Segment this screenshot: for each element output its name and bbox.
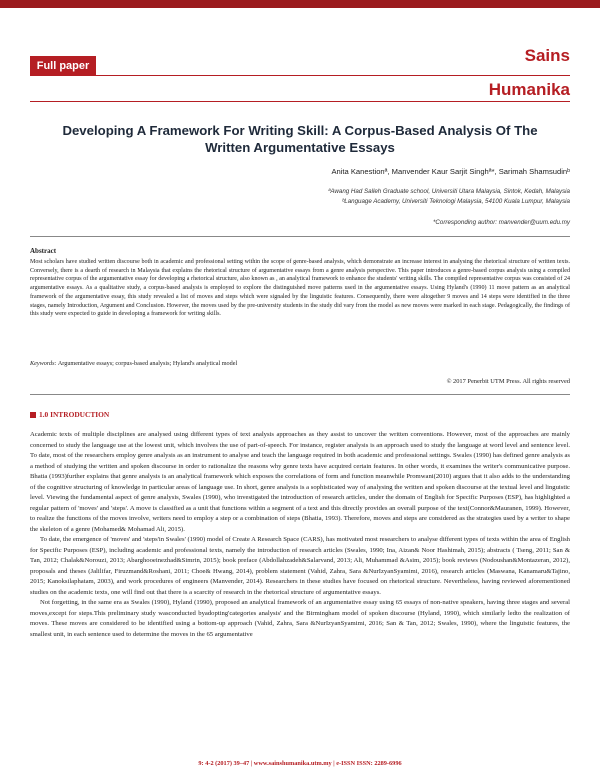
full-paper-label: Full paper (30, 56, 96, 76)
section-marker-icon (30, 412, 36, 418)
brand-sains: Sains (524, 46, 570, 65)
paragraph: Not forgetting, in the same era as Swales (1990), Hyland (1990), proposed an analytical framework of an argumentative essay using 65 essays of non-native speakers, having three stages and several moves,except for steps.This preliminary study wasconducted byadopting'categories analysis' and the Birmingham model of spoken discourse (Hyland, 1990), which similarly ledto the realization of moves. These moves are considered to be identified using a bottom-up approach (Vahid, Zahra, Sara &NurIzyanSyamimi, 2016; San & Tan, 2012; Swales, 1990), where the linguistic features, the smallest unit, in each sentence used to determine the moves in the 65 argumentative (30, 599, 570, 638)
page-footer: 9: 4-2 (2017) 39–47 | www.sainshumanika.utm.my | e-ISSN ISSN: 2289-6996 (198, 760, 402, 767)
body-text (30, 430, 570, 640)
affiliation-b: ᵇLanguage Academy, Universiti Teknologi Malaysia, 54100 Kuala Lumpur, Malaysia (342, 198, 570, 205)
paper-title: Developing A Framework For Writing Skill: A Corpus-Based Analysis Of The Written Argumentative Essays (62, 123, 538, 155)
paragraph: To date, the emergence of 'moves' and 'steps'in Swales' (1990) model of Create A Research Space (CARS), has motivated most researchers to analyse different types of texts within the area of English for Specific Purposes (ESP), including academic and professional texts, namely the introduction of research articles (Swales, 1990; Ina, Aizan& Noor Hashimah, 2015); abstracts ( Tseng, 2011; San & Tan, 2012; Chalak&Norouzi, 2013; Abarghooeinezhad&Simrin, 2015); book preface (Abdollahzadeh&Salarvand, 2013; Ali, Muhammad &Asim, 2015); book reviews (Nodoushan&Montazeran, 2012), proposals and theses (Jalilifar, Firuzmand&Roshani, 2011; Choe& Hwang, 2014), problem statement (Vahid, Zahra, Sara &NurIzyanSyamimi, 2016), research articles (Maswana, Kanamaru&Tajino, 2015; Kanoksilaphatam, 2003), and work procedures of engineers (Manvender, 2014). Researchers in these studies have focused on rhetorical structure. Nevertheless, having reviewed aforementioned studies on the academic texts, one will find out that there is a scarcity of research in the rhetorical structure of argumentative essays. (30, 536, 570, 596)
copyright: © 2017 Penerbit UTM Press. All rights reserved (446, 378, 570, 385)
brand-humanika: Humanika (488, 80, 570, 99)
section-heading-text: 1.0 INTRODUCTION (39, 410, 110, 419)
top-bar (0, 0, 600, 8)
abstract-text: Most scholars have studied written discourse both in academic and professional setting within the scope of genre-based analysis, which demonstrate an increase interest in analysing the rhetorical structure of written texts. Conversely, there is a dearth of research in Malaysia that explains the rhetorical structure of argumentative essays from a genre analysis perspective. This paper introduces a genre-based corpus analysis using a compiled representative corpus of the argumentative essay for developing a rhetorical structure, also known as , an analytical framework to enhance the students' writing skills. The compiled representative corpus was consisted of 24 argumentative essays. As a qualitative study, a corpus-based analysis is employed to explore the distinguished move patterns used in the argumentative essays. Using Hyland's (1990) 11 move pattern as an analytical framework of the argumentative essay, this study revealed a list of moves and steps which were signaled by the linguistic features. Consequently, there were altogether 9 moves and 14 steps were identified in the three stages, namely Introduction, Argument and Conclusion. However, the moves used by the pre-university students in the study did vary from the model as new moves were marked in each stage. Pedagogically, the findings of this study were expected to guide in developing a framework for writing skills. (30, 259, 570, 318)
paragraph: Academic texts of multiple disciplines are analysed using different types of text analysis approaches as they assist to uncover the written conventions. However, most of the approaches are mainly concerned to study the language use at the lowest unit, which involves the use of part-of-speech. For instance, register analysis is an approach used to study the language at word level and sentence level. To date, most of the researchers employ genre analysis as an instrument to analyse and teach the language required in both academic and professional settings. Swales (1990) has defined genre analysis as a method of studying the written and spoken discourse in order to rationalize the reasons why genre texts have acquired certain features. In other words, it examines the writer's communicative purpose. Bhatia (1993)further explains that genre analysis is an analytical framework which exposes the correlations of form and function meanwhile Promwani(2010) argues that it also adds to the understanding of the cognitive structuring of knowledge in particular areas of language use. In short, genre analysis is a sophisticated way of analysing the written and spoken discourse at the textual level and linguistic level. Viewing the fundamental aspect of genre analysis, Swales (1990), who investigated the introduction of research articles, under the domain of English for Specific Purposes (ESP), has highlighted a regular pattern of 'moves' and 'steps'. A move is classified as a unit that functions within a segment of a text and this directly provides an overall purpose of the text(Connor&Mauranen, 1999). However, to realize the functions of the moves involve, writers need to employ a step or a combination of steps (Bhatia, 1993). Therefore, moves and steps are considered as the strategies used by a writer to shape the skeleton of a genre (Mohamed& Mohamad Ali, 2015). (30, 431, 570, 533)
divider (30, 394, 570, 395)
authors: Anita Kanestionª, Manvender Kaur Sarjit Singhª*, Sarimah Shamsudinᵇ (331, 167, 570, 176)
keywords (30, 360, 237, 367)
corresponding-author: *Corresponding author: manvender@uum.edu.my (433, 219, 570, 226)
keywords-text: Argumentative essays; corpus-based analysis; Hyland's analytical model (57, 360, 238, 367)
brand-divider-top (30, 75, 570, 76)
section-heading (30, 410, 109, 419)
affiliation-a: ªAwang Had Salleh Graduate school, Universiti Utara Malaysia, Sintok, Kedah, Malaysia (328, 188, 570, 195)
brand-divider-bottom (30, 101, 570, 102)
abstract-heading: Abstract (30, 247, 57, 255)
divider (30, 236, 570, 237)
keywords-label: Keywords: (30, 360, 57, 367)
